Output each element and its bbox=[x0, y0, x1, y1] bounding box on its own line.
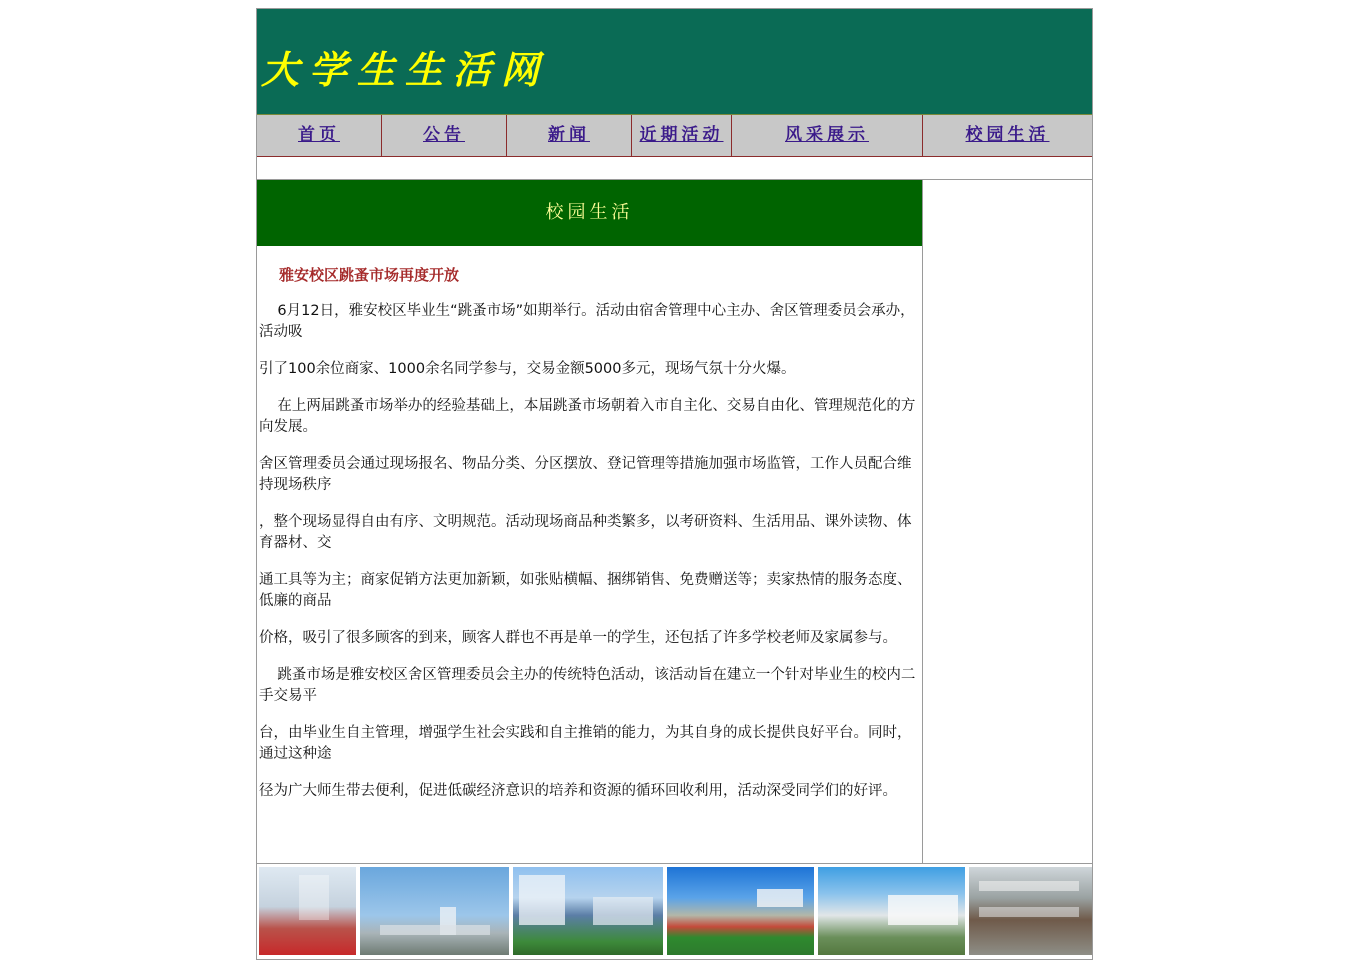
nav-item-announcements bbox=[382, 115, 507, 156]
nav-item-home bbox=[257, 115, 382, 156]
article-paragraph: 通工具等为主；商家促销方法更加新颖，如张贴横幅、捆绑销售、免费赠送等；卖家热情的服务态度、低廉的商品 bbox=[259, 572, 912, 609]
article bbox=[259, 250, 921, 818]
campus-photo-plaza bbox=[360, 867, 509, 955]
nav-link-campus-life[interactable]: 校园生活 bbox=[965, 125, 1050, 145]
photo-gallery bbox=[257, 863, 1092, 959]
spacer-row bbox=[257, 157, 1092, 180]
nav-link-recent-events[interactable]: 近期活动 bbox=[639, 125, 724, 145]
page-container bbox=[256, 8, 1093, 960]
campus-photo-building bbox=[513, 867, 662, 955]
campus-photo-dormitory bbox=[969, 867, 1092, 955]
right-sidebar bbox=[923, 180, 1092, 863]
site-banner bbox=[257, 9, 1092, 115]
nav-item-news bbox=[507, 115, 632, 156]
nav-link-home[interactable]: 首页 bbox=[298, 125, 340, 145]
article-paragraph: 在上两届跳蚤市场举办的经验基础上，本届跳蚤市场朝着入市自主化、交易自由化、管理规范化的方向发展。 bbox=[259, 398, 916, 435]
article-paragraph: 径为广大师生带去便利，促进低碳经济意识的培养和资源的循环回收利用，活动深受同学们的好评。 bbox=[259, 783, 897, 799]
article-paragraph: 跳蚤市场是雅安校区舍区管理委员会主办的传统特色活动，该活动旨在建立一个针对毕业生的校内二手交易平 bbox=[259, 667, 916, 704]
nav-link-news[interactable]: 新闻 bbox=[548, 125, 590, 145]
article-paragraph: 6月12日，雅安校区毕业生“跳蚤市场”如期举行。活动由宿舍管理中心主办、舍区管理委员会承办，活动吸 bbox=[259, 303, 915, 340]
section-header: 校园生活 bbox=[257, 180, 922, 246]
article-paragraph: 舍区管理委员会通过现场报名、物品分类、分区摆放、登记管理等措施加强市场监管，工作人员配合维持现场秩序 bbox=[259, 456, 912, 493]
article-paragraph: 价格，吸引了很多顾客的到来，顾客人群也不再是单一的学生，还包括了许多学校老师及家属参与。 bbox=[259, 630, 897, 646]
nav-item-campus-life bbox=[923, 115, 1092, 156]
nav-item-showcase bbox=[732, 115, 923, 156]
campus-photo-library bbox=[818, 867, 965, 955]
nav-link-showcase[interactable]: 风采展示 bbox=[785, 125, 869, 145]
nav-item-recent-events bbox=[632, 115, 732, 156]
campus-photo-stadium bbox=[667, 867, 814, 955]
site-title: 大学生生活网 bbox=[261, 48, 550, 92]
nav-link-announcements[interactable]: 公告 bbox=[423, 125, 465, 145]
article-paragraph: 台，由毕业生自主管理，增强学生社会实践和自主推销的能力，为其自身的成长提供良好平台。同时，通过这种途 bbox=[259, 725, 912, 762]
campus-photo-gate bbox=[259, 867, 356, 955]
article-paragraph: ，整个现场显得自由有序、文明规范。活动现场商品种类繁多，以考研资料、生活用品、课外读物、体育器材、交 bbox=[259, 514, 912, 551]
main-content bbox=[257, 180, 923, 863]
article-paragraph: 引了100余位商家、1000余名同学参与，交易金额5000多元，现场气氛十分火爆。 bbox=[259, 361, 796, 377]
main-nav bbox=[257, 115, 1092, 157]
article-title: 雅安校区跳蚤市场再度开放 bbox=[279, 266, 460, 284]
